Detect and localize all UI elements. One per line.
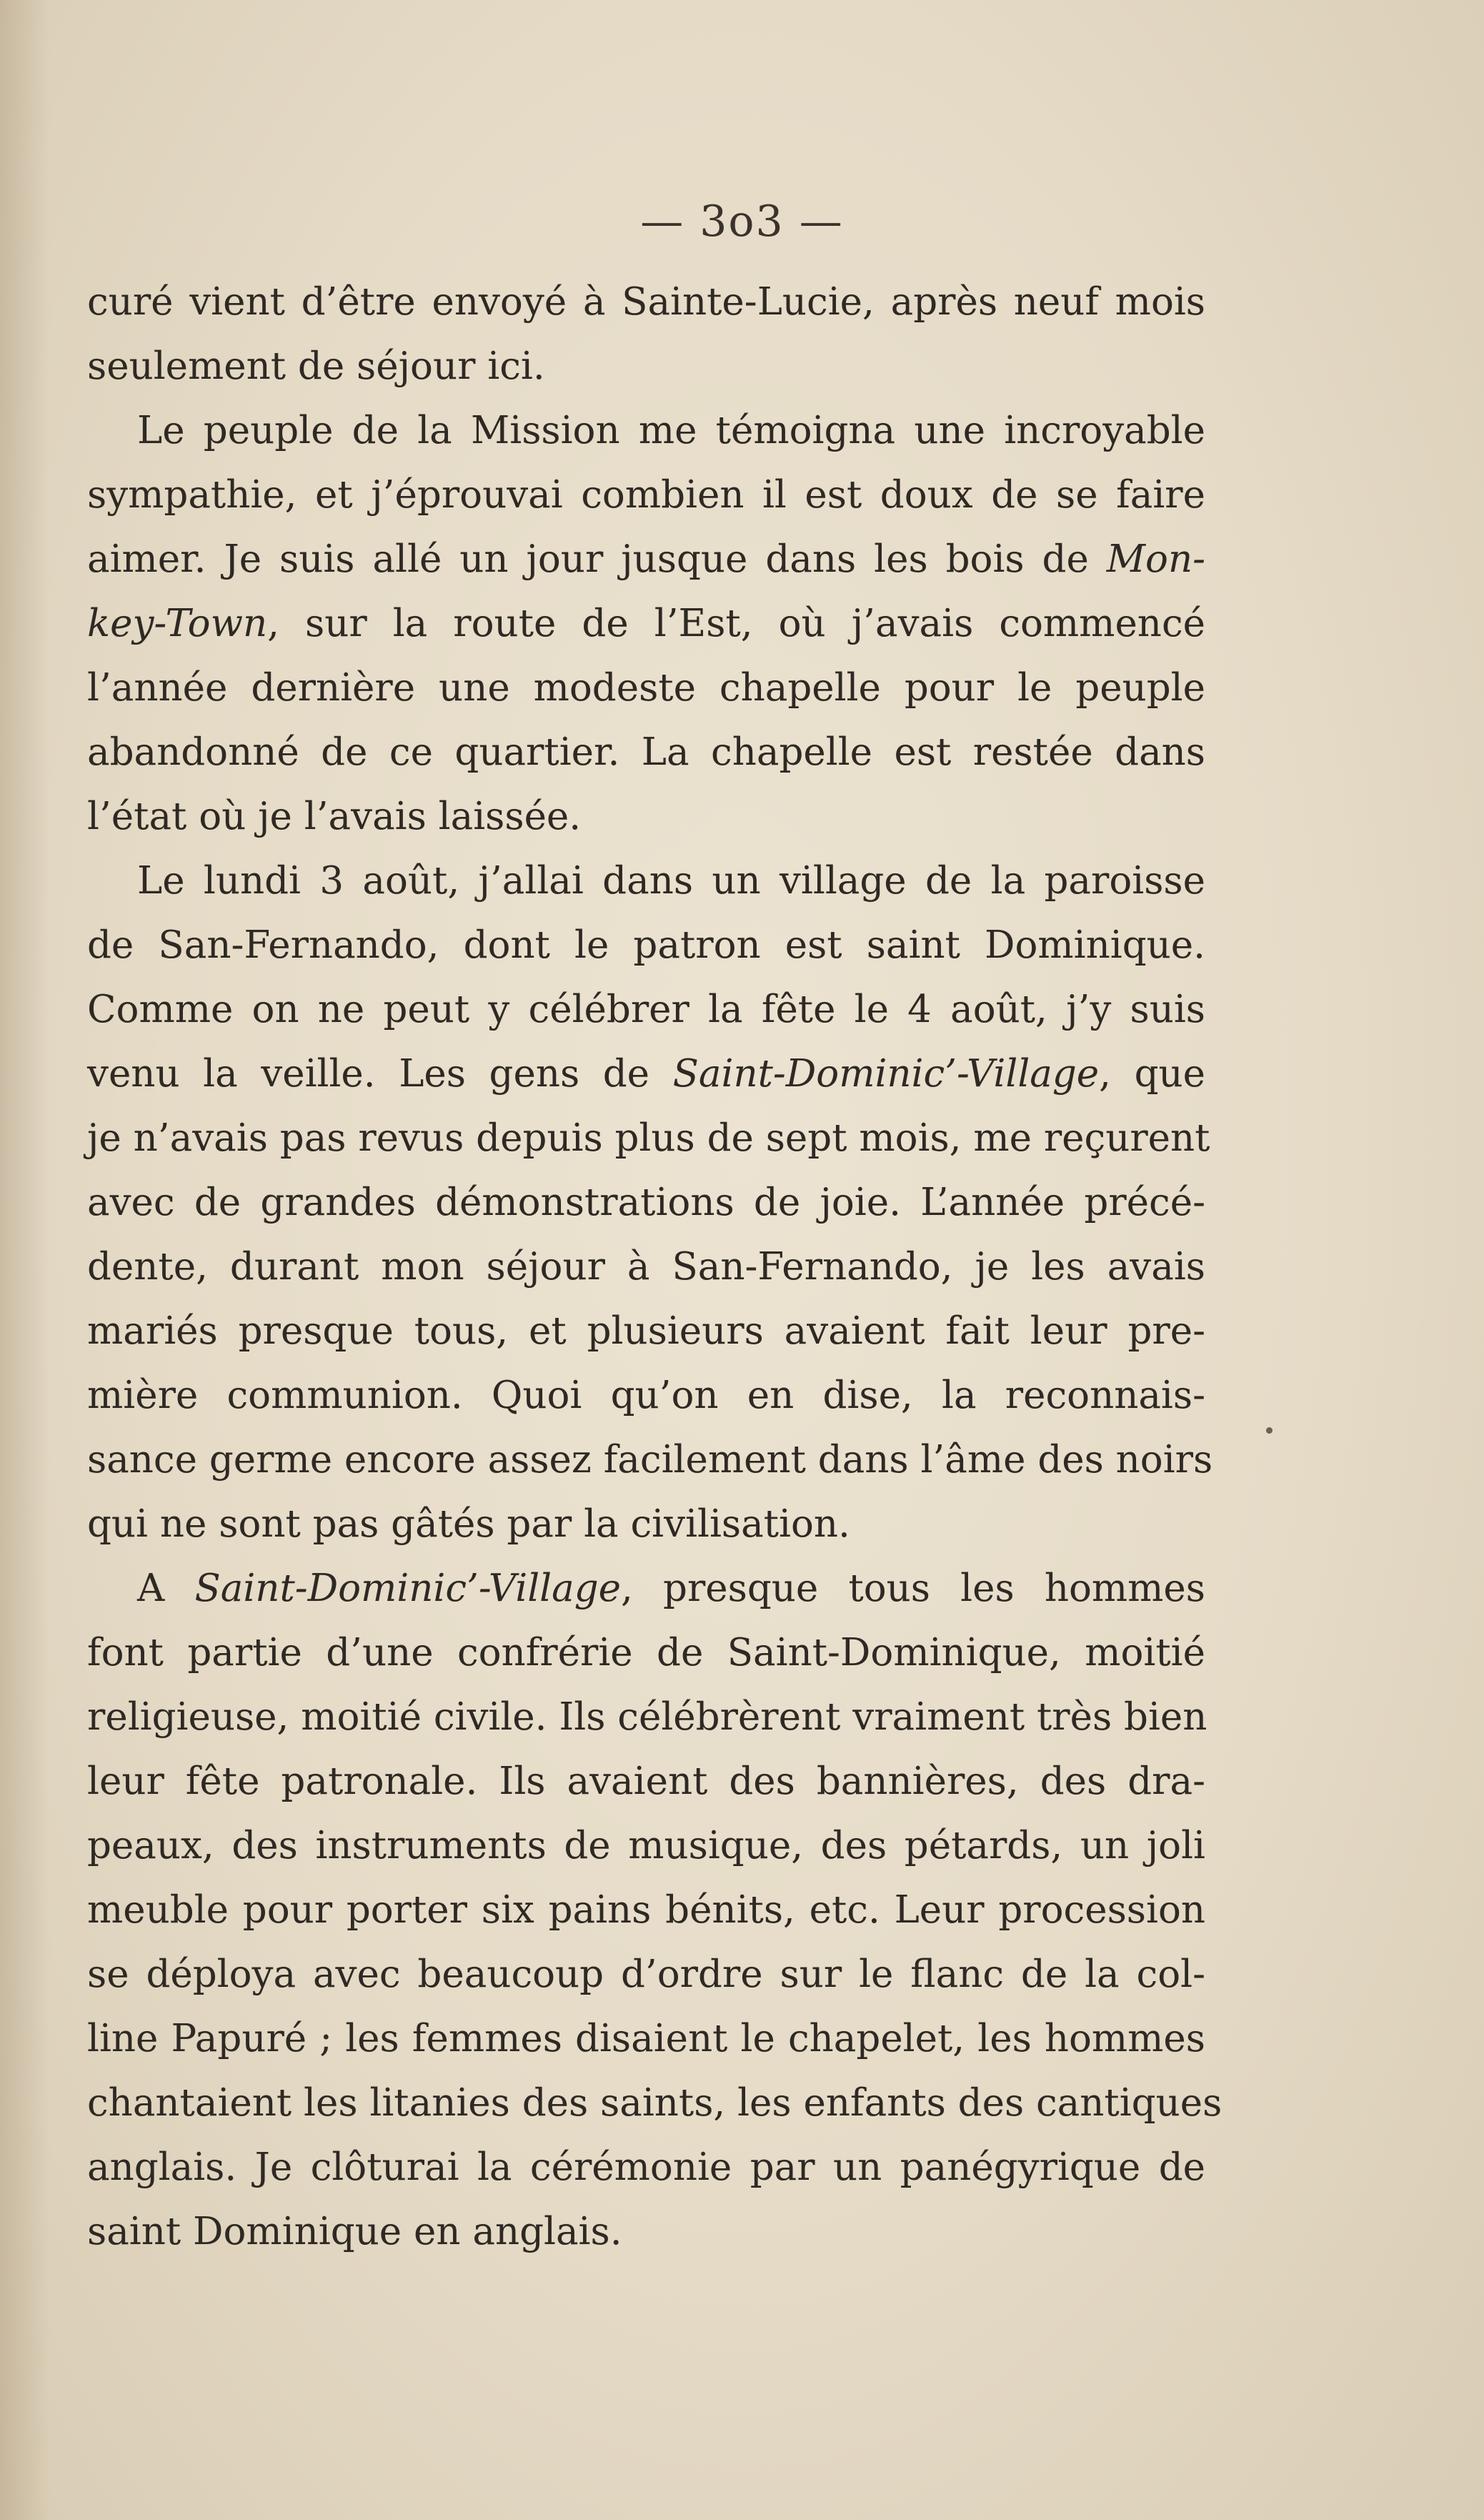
- page-number: — 3o3 —: [640, 197, 844, 247]
- ink-speck: [1266, 1427, 1273, 1434]
- body-text: [87, 270, 1222, 2264]
- text-line: anglais. Je clôturai la cérémonie par un panégyrique de: [87, 2146, 1205, 2189]
- text-line: Comme on ne peut y célébrer la fête le 4 août, j’y suis: [87, 988, 1205, 1031]
- text-line: avec de grandes démonstrations de joie. L’année précé-: [87, 1181, 1205, 1224]
- text-run: , sur la route de l’Est, où j’avais commencé: [267, 602, 1205, 645]
- text-line: chantaient les litanies des saints, les enfants des cantiques: [87, 2081, 1222, 2125]
- text-line: leur fête patronale. Ils avaient des bannières, des dra-: [87, 1760, 1205, 1803]
- text-run: , que: [1099, 1052, 1205, 1096]
- text-line: Le peuple de la Mission me témoigna une incroyable: [137, 409, 1205, 452]
- text-run: venu la veille. Les gens de: [87, 1052, 673, 1096]
- text-line: [87, 527, 1205, 592]
- text-line: mière communion. Quoi qu’on en dise, la reconnais-: [87, 1374, 1205, 1417]
- text-line: [87, 1557, 1205, 1621]
- text-line: je n’avais pas revus depuis plus de sept mois, me reçurent: [87, 1116, 1210, 1160]
- text-line: dente, durant mon séjour à San-Fernando, je les avais: [87, 1245, 1205, 1289]
- text-line: seulement de séjour ici.: [87, 344, 545, 388]
- text-run: , presque tous les hommes: [621, 1567, 1205, 1610]
- text-line: font partie d’une confrérie de Saint-Dominique, moitié: [87, 1631, 1205, 1675]
- italic-run: key-Town: [87, 602, 268, 645]
- text-line: religieuse, moitié civile. Ils célébrèrent vraiment très bien: [87, 1695, 1207, 1739]
- text-line: mariés presque tous, et plusieurs avaient fait leur pre-: [87, 1309, 1205, 1353]
- text-line: l’année dernière une modeste chapelle pour le peuple: [87, 666, 1205, 710]
- italic-run: Saint-Dominic’-Village: [194, 1567, 622, 1610]
- text-line: de San-Fernando, dont le patron est saint Dominique.: [87, 923, 1205, 967]
- italic-run: Mon-: [1106, 537, 1205, 581]
- text-line: sympathie, et j’éprouvai combien il est doux de se faire: [87, 473, 1205, 517]
- text-line: abandonné de ce quartier. La chapelle est restée dans: [87, 730, 1205, 774]
- text-line: meuble pour porter six pains bénits, etc. Leur procession: [87, 1888, 1205, 1932]
- text-line: sance germe encore assez facilement dans l’âme des noirs: [87, 1438, 1213, 1482]
- text-line: qui ne sont pas gâtés par la civilisation.: [87, 1502, 850, 1546]
- text-line: Le lundi 3 août, j’allai dans un village de la paroisse: [137, 859, 1205, 903]
- text-run: A: [137, 1567, 195, 1610]
- text-run: aimer. Je suis allé un jour jusque dans les bois de: [87, 537, 1107, 581]
- text-line: [87, 1042, 1205, 1106]
- text-line: [87, 592, 1205, 656]
- italic-run: Saint-Dominic’-Village: [672, 1052, 1100, 1096]
- text-line: saint Dominique en anglais.: [87, 2210, 622, 2253]
- text-line: line Papuré ; les femmes disaient le chapelet, les hommes: [87, 2017, 1205, 2060]
- text-line: se déploya avec beaucoup d’ordre sur le flanc de la col-: [87, 1953, 1205, 1996]
- text-line: curé vient d’être envoyé à Sainte-Lucie, après neuf mois: [87, 280, 1205, 324]
- text-line: peaux, des instruments de musique, des pétards, un joli: [87, 1824, 1205, 1867]
- text-line: l’état où je l’avais laissée.: [87, 795, 582, 838]
